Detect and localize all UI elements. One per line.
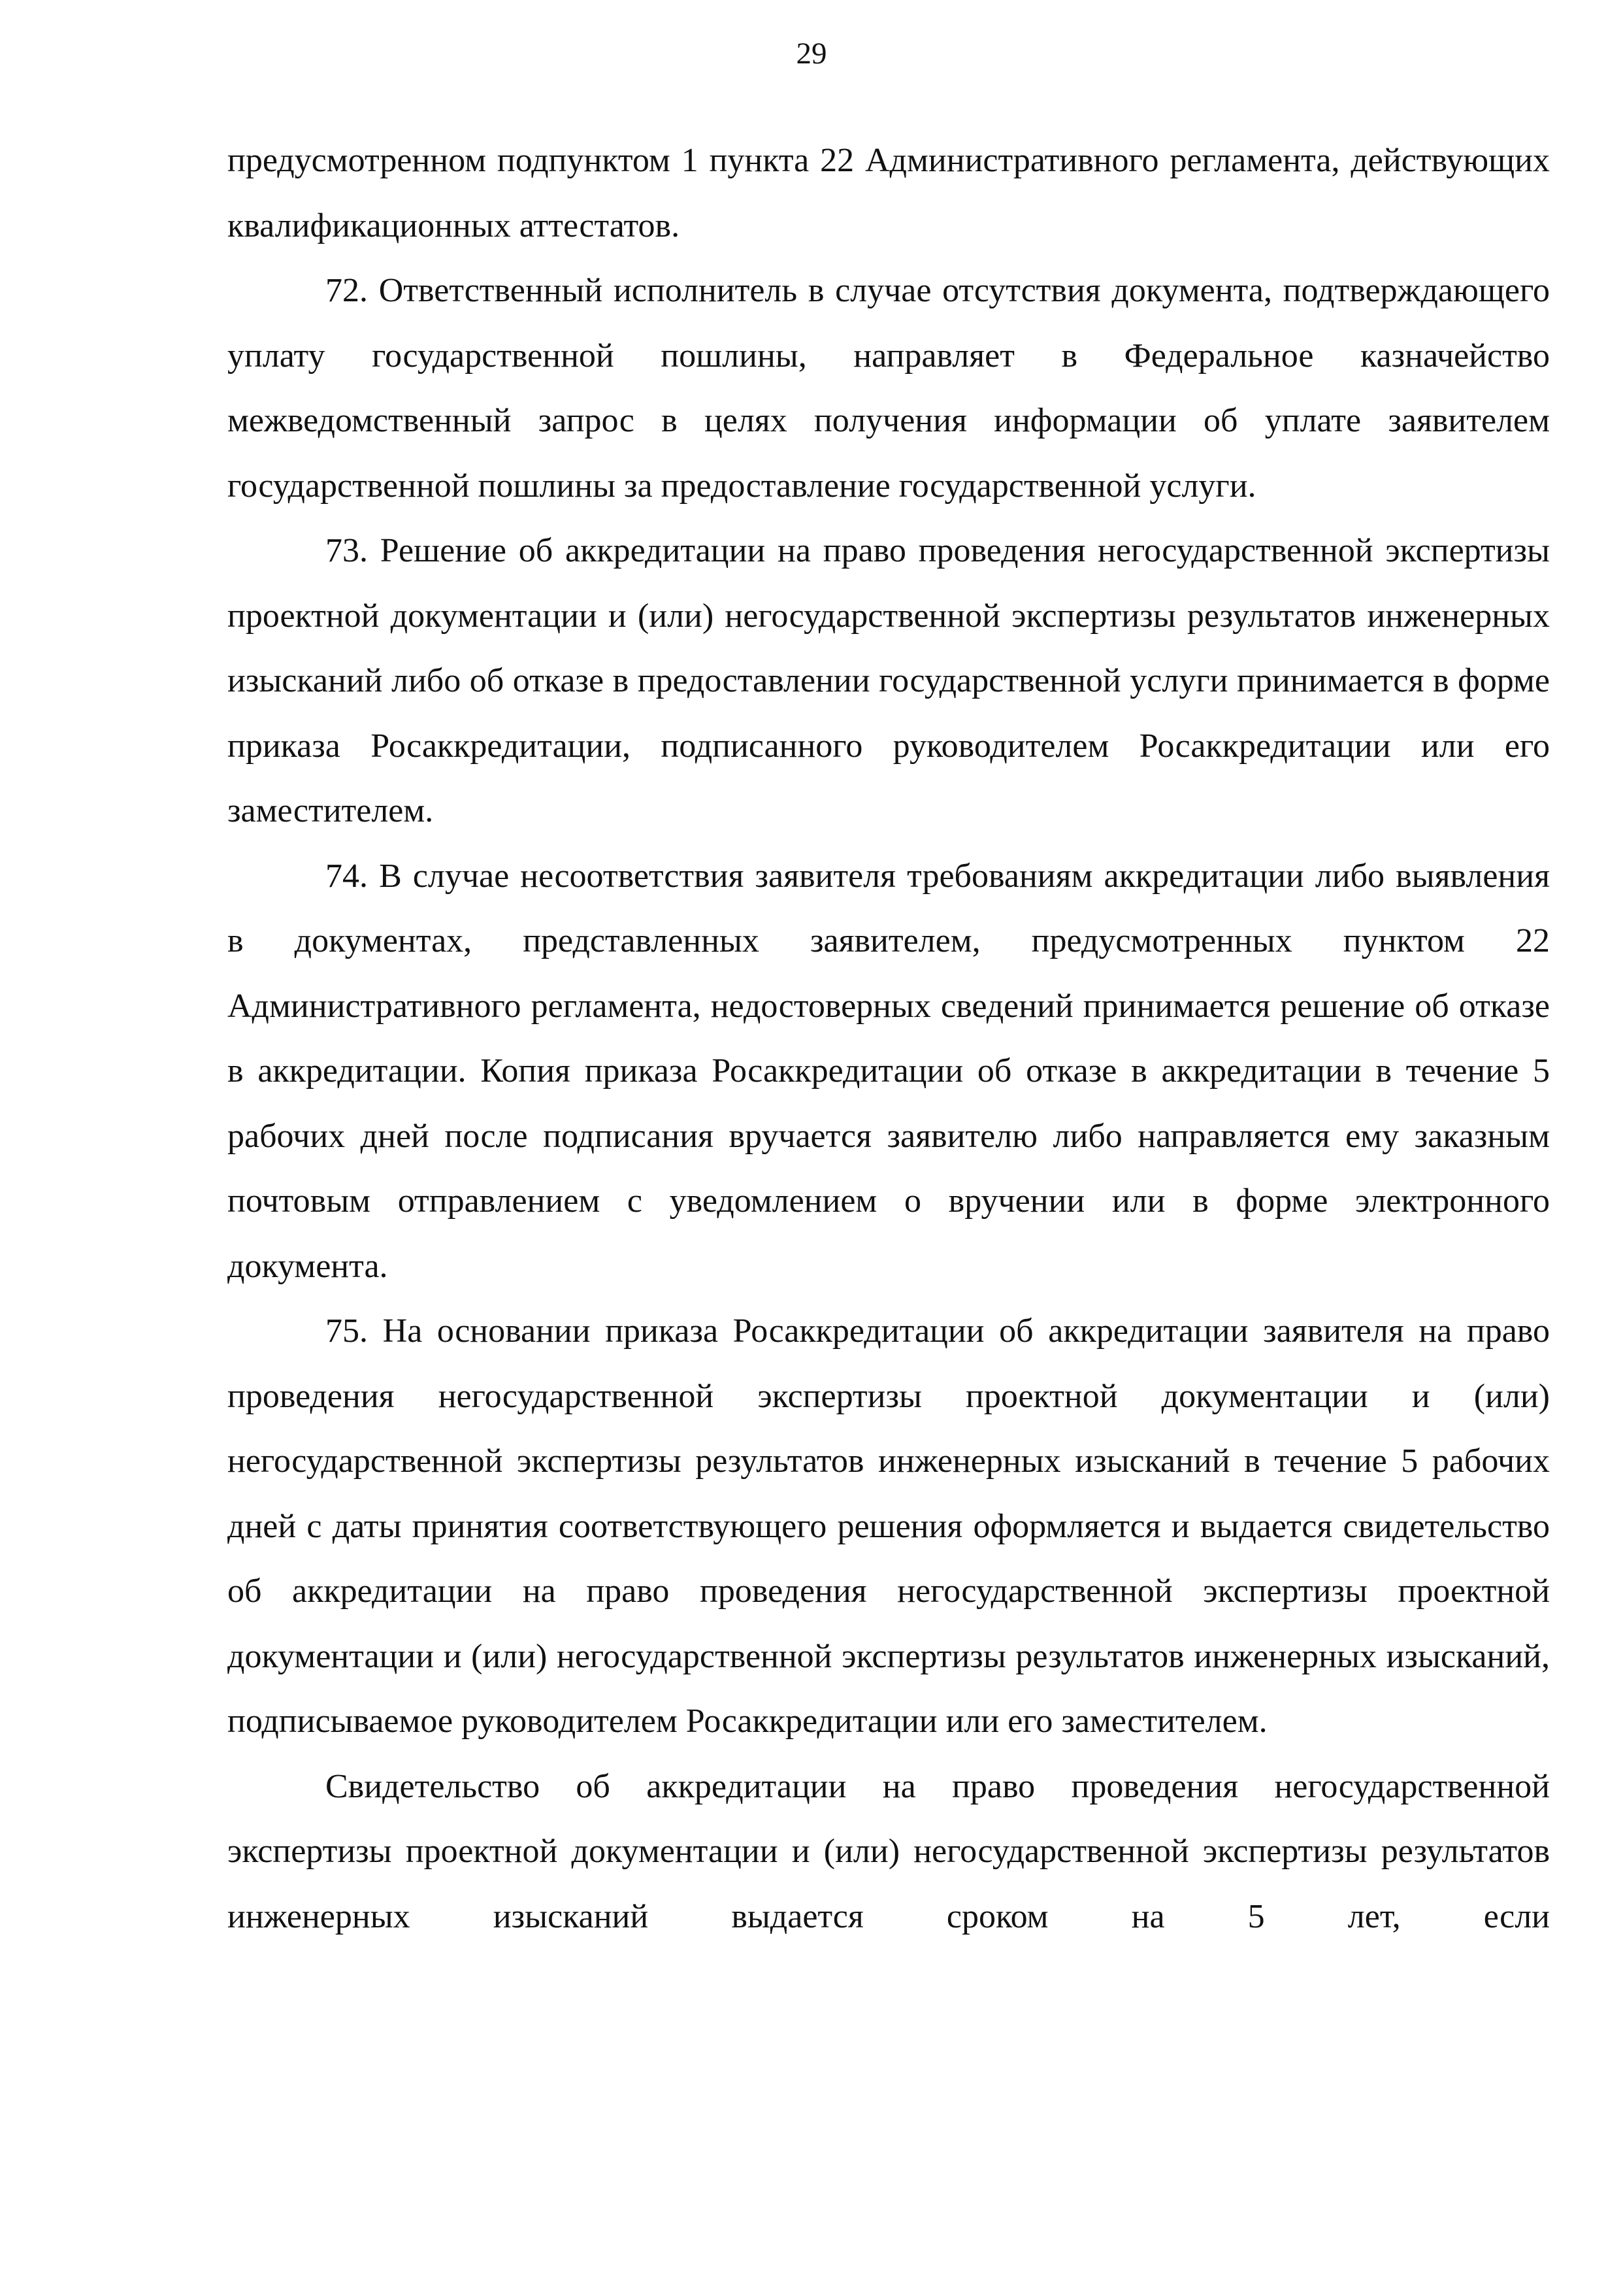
document-body xyxy=(227,128,1550,1949)
paragraph-continuation: предусмотренном подпунктом 1 пункта 22 Административного регламента, действующих квалификационных аттестатов. xyxy=(227,142,1550,244)
paragraph-73: 73. Решение об аккредитации на право проведения негосударственной экспертизы проектной документации и (или) негосударственной экспертизы результатов инженерных изысканий либо об отказе в предоставлении государственной услуги принимается в форме приказа Росаккредитации, подписанного руководителем Росаккредитации или его заместителем. xyxy=(227,532,1550,829)
paragraph-certificate: Свидетельство об аккредитации на право проведения негосударственной экспертизы проектной документации и (или) негосударственной экспертизы результатов инженерных изысканий выдается сроком на 5 лет, если xyxy=(227,1767,1550,1935)
paragraph-75: 75. На основании приказа Росаккредитации об аккредитации заявителя на право проведения негосударственной экспертизы проектной документации и (или) негосударственной экспертизы результатов инженерных изысканий в течение 5 рабочих дней с даты принятия соответствующего решения оформляется и выдается свидетельство об аккредитации на право проведения негосударственной экспертизы проектной документации и (или) негосударственной экспертизы результатов инженерных изысканий, подписываемое руководителем Росаккредитации или его заместителем. xyxy=(227,1312,1550,1740)
paragraph-74: 74. В случае несоответствия заявителя требованиям аккредитации либо выявления в документах, представленных заявителем, предусмотренных пунктом 22 Административного регламента, недостоверных сведений принимается решение об отказе в аккредитации. Копия приказа Росаккредитации об отказе в аккредитации в течение 5 рабочих дней после подписания вручается заявителю либо направляется ему заказным почтовым отправлением с уведомлением о вручении или в форме электронного документа. xyxy=(227,857,1550,1285)
paragraph-72: 72. Ответственный исполнитель в случае отсутствия документа, подтверждающего уплату государственной пошлины, направляет в Федеральное казначейство межведомственный запрос в целях получения информации об уплате заявителем государственной пошлины за предоставление государственной услуги. xyxy=(227,272,1550,505)
page-number: 29 xyxy=(796,37,827,71)
